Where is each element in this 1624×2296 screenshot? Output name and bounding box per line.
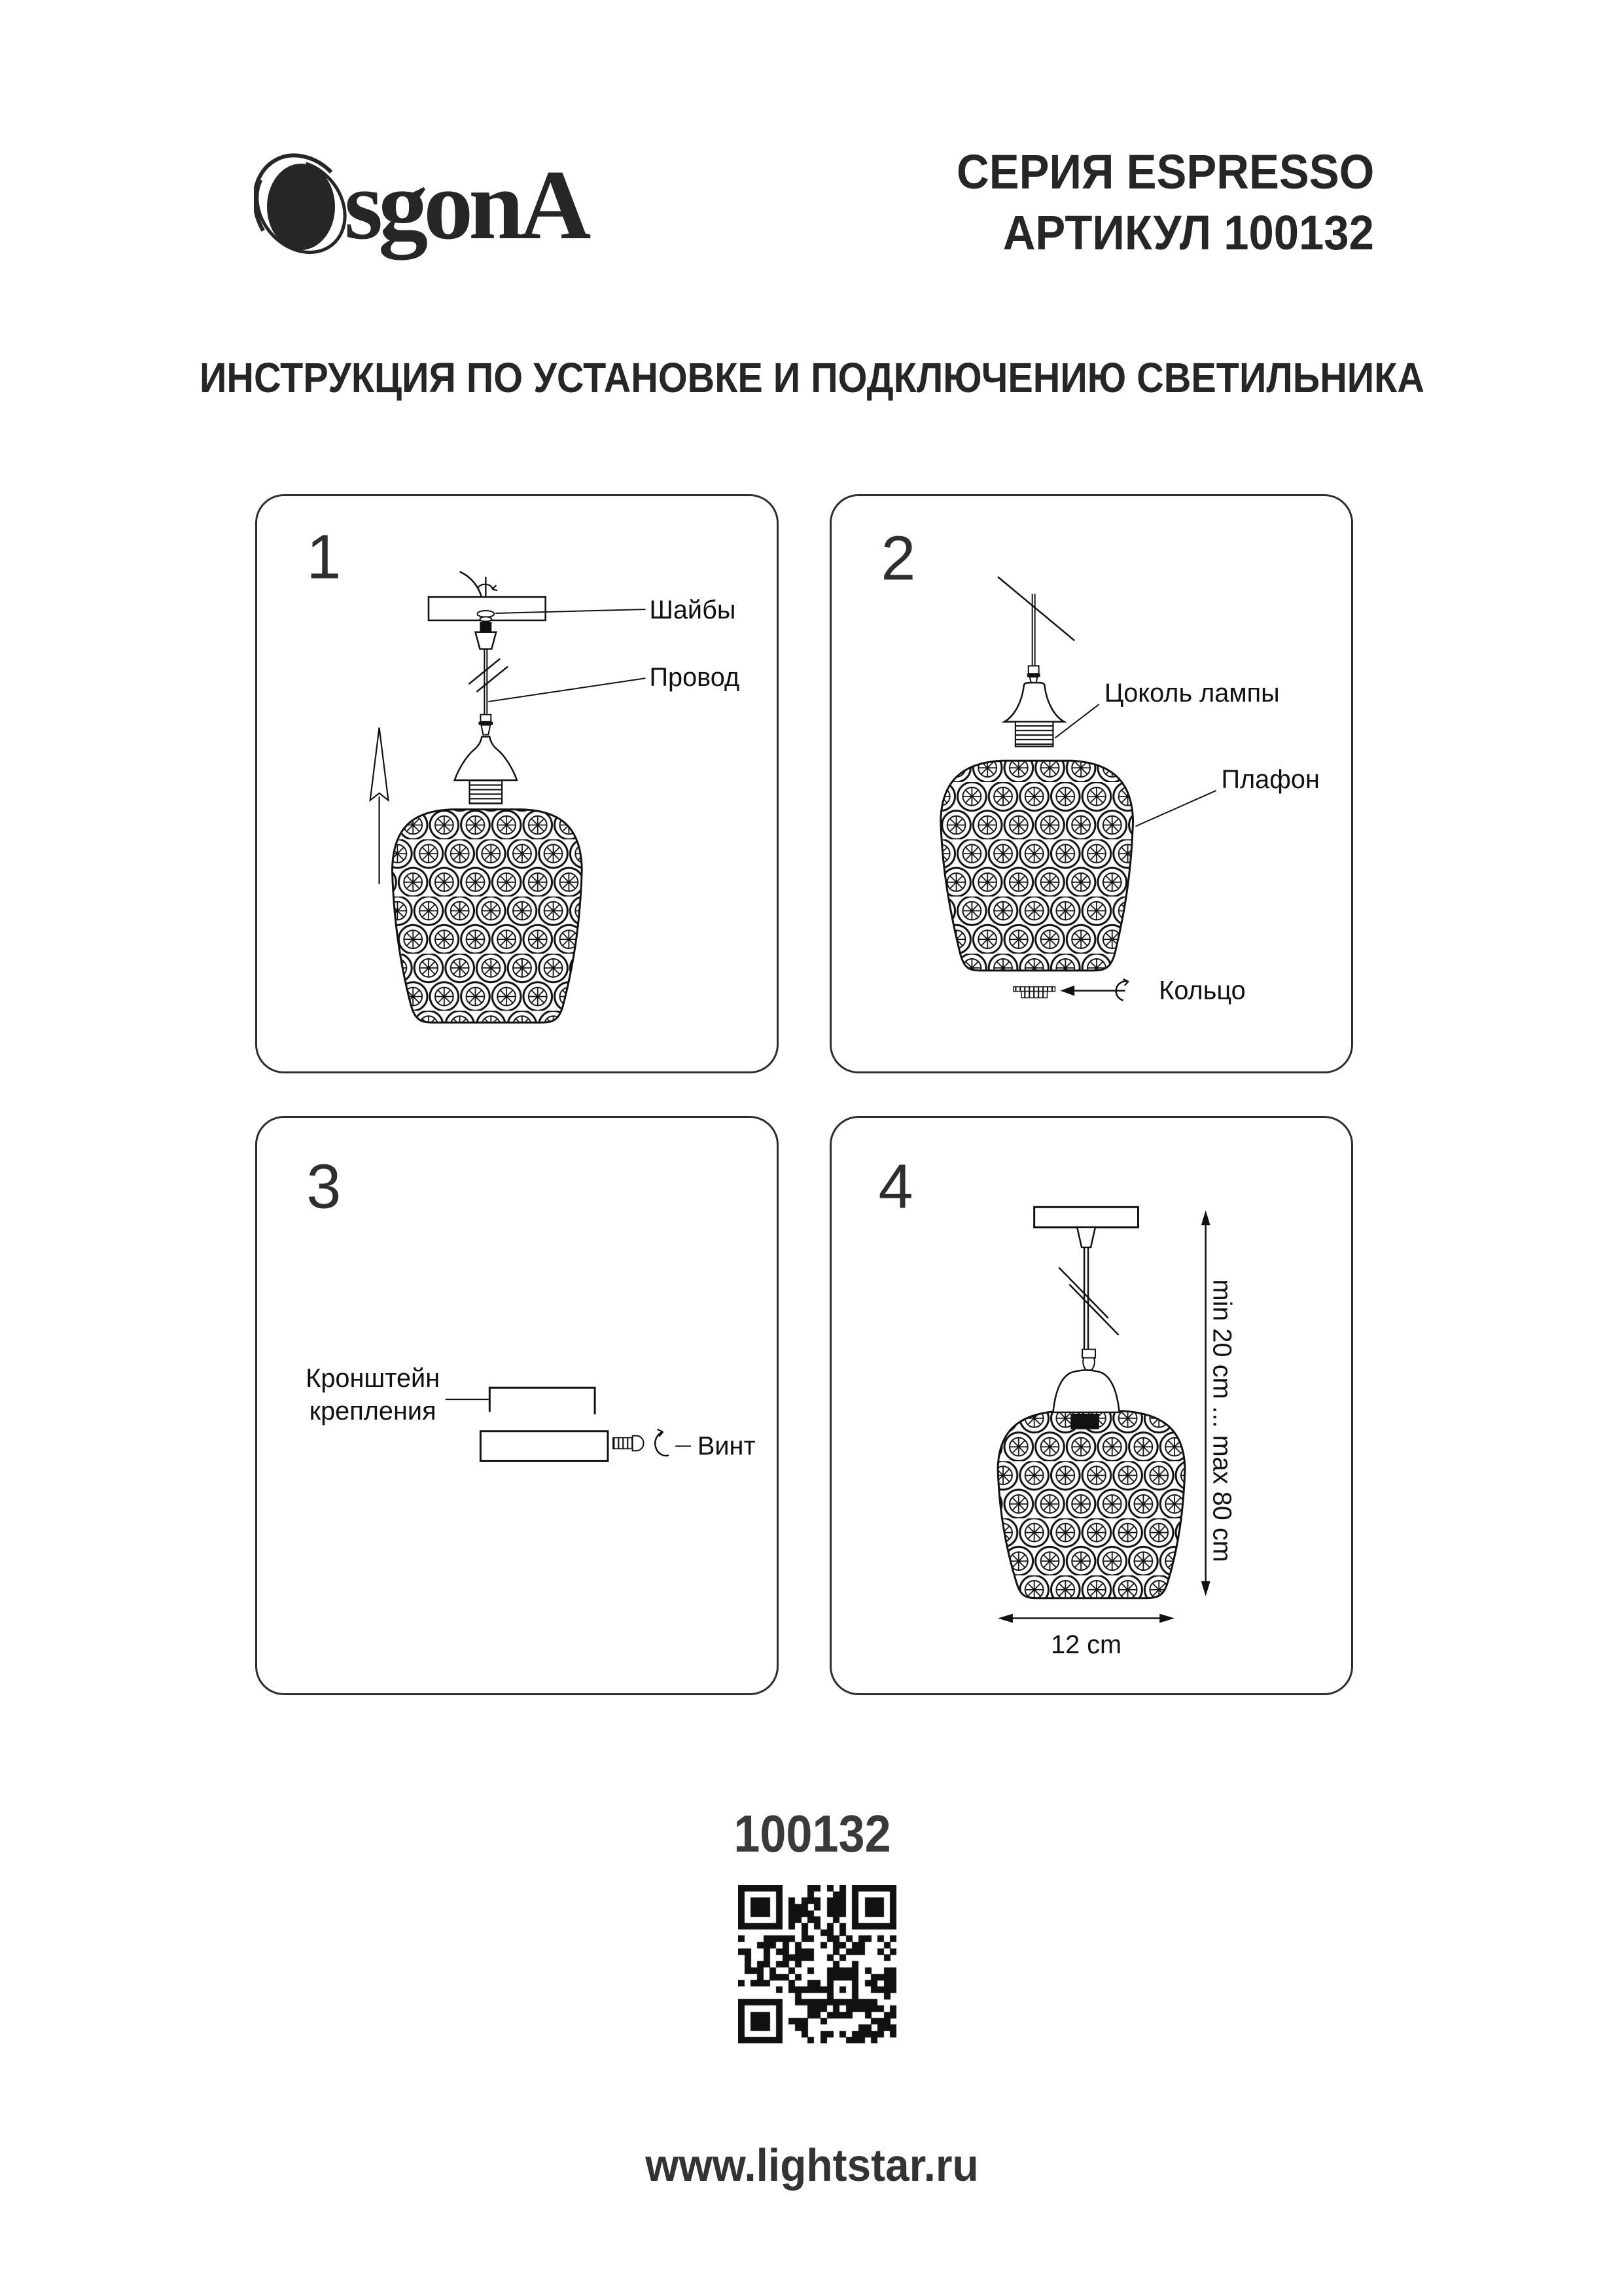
screw-icon bbox=[613, 1429, 669, 1456]
ring-part bbox=[1014, 987, 1055, 998]
bracket-label-line1: Кронштейн bbox=[306, 1364, 440, 1393]
ceiling-wire-icon bbox=[460, 571, 498, 598]
step-3-panel bbox=[255, 1116, 779, 1695]
footer-article-number: 100132 bbox=[733, 1804, 891, 1863]
wire-connector bbox=[1082, 1350, 1095, 1371]
step-number: 2 bbox=[881, 524, 916, 594]
canopy-cone bbox=[1077, 1227, 1095, 1247]
mounting-clip bbox=[489, 1388, 595, 1414]
suspension-wire bbox=[1033, 594, 1035, 666]
screw-label: Винт bbox=[697, 1431, 756, 1461]
washers bbox=[477, 611, 494, 621]
ceiling-slash-line bbox=[998, 577, 1074, 640]
step-2-diagram bbox=[832, 496, 1351, 1071]
crystal-shade bbox=[392, 810, 582, 1023]
threaded-nipple bbox=[480, 622, 491, 632]
logo-wordmark: sgonA bbox=[344, 150, 587, 260]
cone-coupler bbox=[475, 632, 496, 649]
series-line: СЕРИЯ ESPRESSO bbox=[956, 145, 1374, 199]
brand-logo bbox=[254, 149, 660, 300]
mounting-bracket-bar bbox=[480, 1431, 608, 1462]
product-header bbox=[925, 141, 1374, 263]
step-number: 3 bbox=[306, 1152, 342, 1222]
socket-label: Цоколь лампы bbox=[1104, 678, 1280, 708]
wire-connector bbox=[1027, 666, 1040, 685]
ceiling-plate bbox=[1034, 1207, 1139, 1227]
width-label: 12 cm bbox=[1051, 1630, 1122, 1660]
wire-leader-line bbox=[488, 678, 645, 702]
website-url: www.lightstar.ru bbox=[645, 2140, 979, 2191]
article-line: АРТИКУЛ 100132 bbox=[1002, 206, 1374, 260]
lamp-cap bbox=[455, 737, 517, 780]
logo-o-icon bbox=[254, 152, 352, 276]
page-title: ИНСТРУКЦИЯ ПО УСТАНОВКЕ И ПОДКЛЮЧЕНИЮ СВЕТИЛЬНИКА bbox=[200, 354, 1424, 401]
ring-label: Кольцо bbox=[1159, 976, 1246, 1005]
step-1-panel bbox=[255, 494, 779, 1073]
lamp-base-thread bbox=[1015, 722, 1053, 747]
step-2-panel bbox=[830, 494, 1353, 1073]
step-3-diagram bbox=[257, 1118, 777, 1693]
height-range-label: min 20 cm ... max 80 cm bbox=[1207, 1279, 1237, 1562]
shade-label: Плафон bbox=[1221, 764, 1320, 794]
up-arrow-icon bbox=[370, 728, 389, 884]
width-dimension-arrow bbox=[998, 1614, 1174, 1623]
ring-arrow-icon bbox=[1060, 979, 1128, 1001]
step-number: 1 bbox=[306, 522, 342, 592]
crystal-shade bbox=[998, 1411, 1185, 1598]
wire-connector bbox=[478, 715, 493, 735]
threaded-socket bbox=[470, 780, 503, 804]
suspension-wire bbox=[1059, 1247, 1118, 1350]
step-4-diagram bbox=[832, 1118, 1351, 1693]
lamp-holder-cone bbox=[1004, 683, 1064, 722]
socket-opening bbox=[1070, 1414, 1099, 1429]
qr-code bbox=[738, 1885, 896, 2043]
shade-leader-line bbox=[1135, 791, 1216, 827]
washers-label: Шайбы bbox=[649, 595, 736, 624]
lamp-cap bbox=[1053, 1370, 1119, 1412]
step-1-diagram bbox=[257, 496, 777, 1071]
wire-label: Провод bbox=[649, 663, 740, 692]
step-4-panel bbox=[830, 1116, 1353, 1695]
crystal-shade bbox=[941, 761, 1133, 971]
bracket-label-line2: крепления bbox=[309, 1396, 436, 1426]
suspension-wire bbox=[469, 649, 508, 715]
step-number: 4 bbox=[878, 1152, 913, 1222]
